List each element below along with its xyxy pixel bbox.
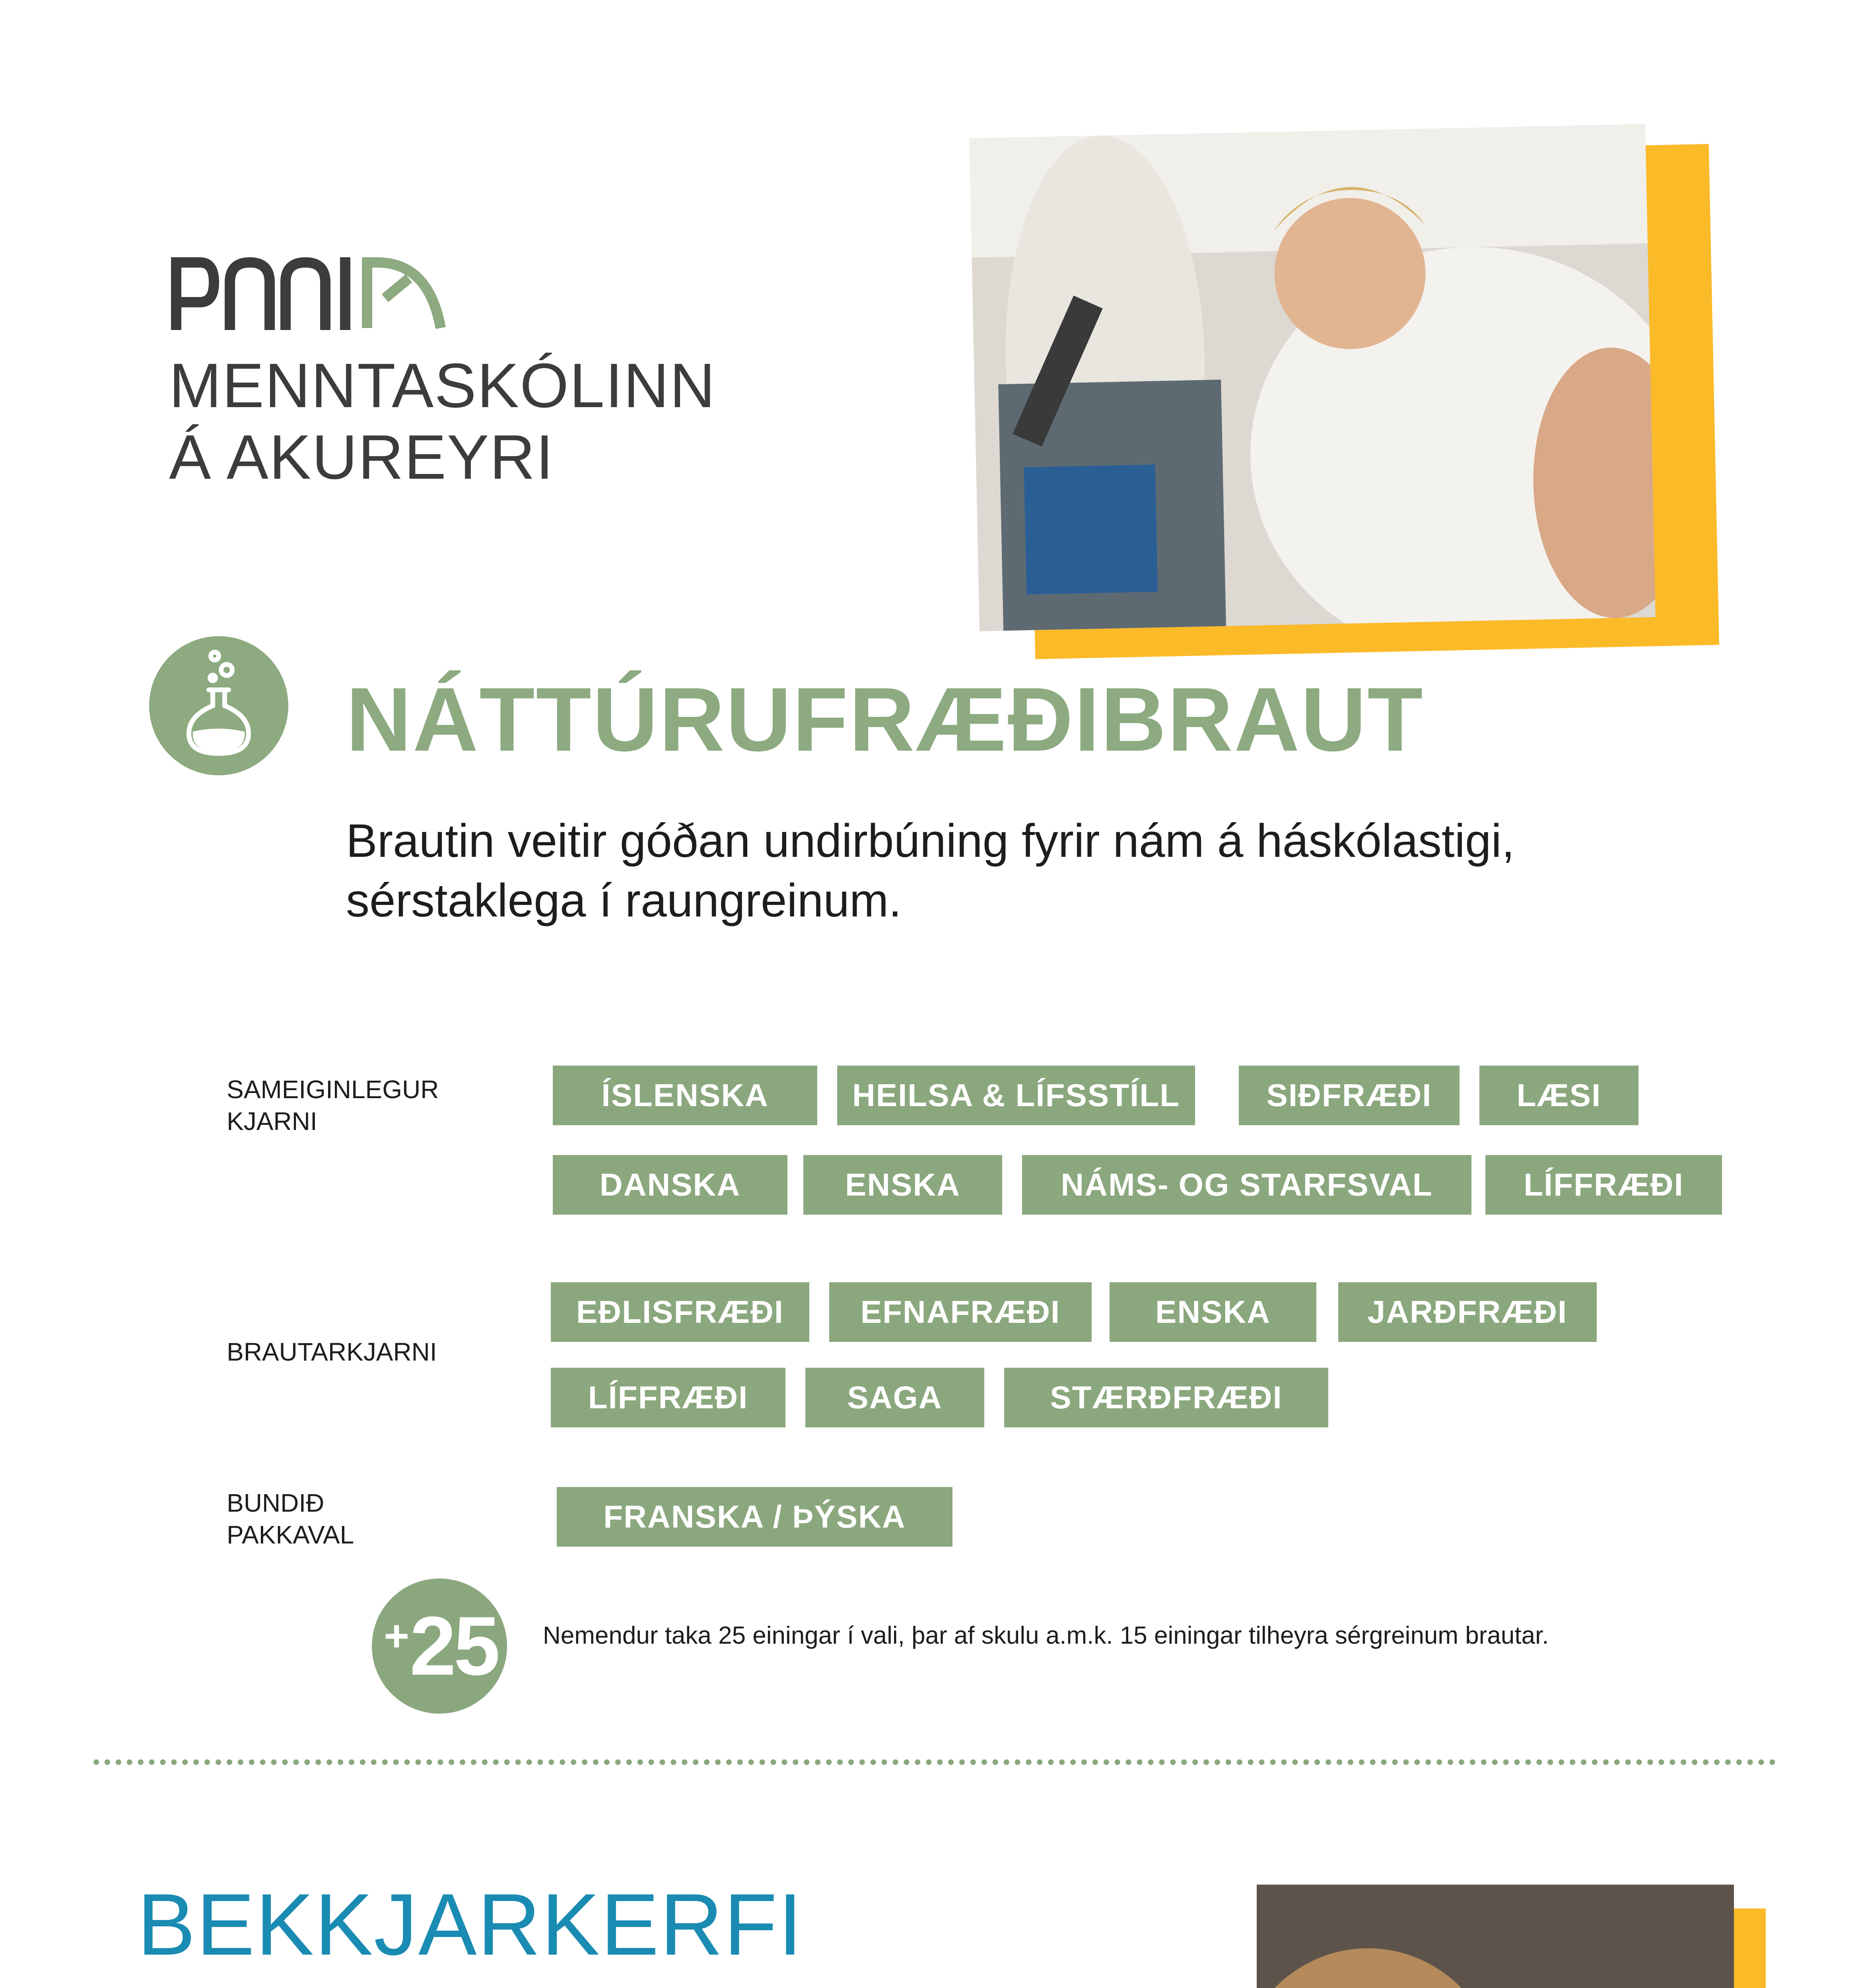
- core-label-line1: SAMEIGINLEGUR: [227, 1075, 439, 1104]
- course-tag: STÆRÐFRÆÐI: [1004, 1368, 1328, 1427]
- package-label: [227, 1487, 354, 1551]
- core-label: [227, 1074, 439, 1137]
- students-photo-illustration: [1257, 1885, 1734, 1988]
- program-description: Brautin veitir góðan undirbúning fyrir nám á háskólastigi, sérstaklega í raungreinum.: [346, 815, 1515, 927]
- package-label-line2: PAKKAVAL: [227, 1520, 354, 1549]
- program-title: NÁTTÚRUFRÆÐIBRAUT: [346, 669, 1424, 770]
- core-label-line2: KJARNI: [227, 1107, 317, 1136]
- course-tag: LÆSI: [1479, 1066, 1638, 1125]
- package-label-line1: BUNDIÐ: [227, 1489, 325, 1517]
- course-tag: SAGA: [805, 1368, 984, 1427]
- course-tag: EÐLISFRÆÐI: [551, 1282, 809, 1342]
- students-photo: [1257, 1885, 1734, 1988]
- school-logo-icon: [170, 254, 449, 330]
- lab-photo: [969, 124, 1656, 631]
- electives-plus: +: [384, 1611, 410, 1660]
- course-tag: EFNAFRÆÐI: [829, 1282, 1092, 1342]
- course-tag: NÁMS- OG STARFSVAL: [1022, 1155, 1471, 1215]
- electives-badge: [372, 1578, 507, 1714]
- course-tag: SIÐFRÆÐI: [1239, 1066, 1460, 1125]
- course-tag: HEILSA & LÍFSSTÍLL: [837, 1066, 1195, 1125]
- course-tag: LÍFFRÆÐI: [1485, 1155, 1722, 1215]
- course-tag: DANSKA: [553, 1155, 787, 1215]
- course-tag: JARÐFRÆÐI: [1338, 1282, 1597, 1342]
- course-tag: FRANSKA / ÞÝSKA: [557, 1487, 952, 1547]
- flask-icon: [149, 636, 288, 775]
- course-tag: ENSKA: [803, 1155, 1002, 1215]
- school-name-line2: Á AKUREYRI: [169, 422, 554, 492]
- section-divider: [93, 1759, 1776, 1765]
- school-name: [169, 350, 716, 493]
- course-tag: LÍFFRÆÐI: [551, 1368, 785, 1427]
- course-tag: ENSKA: [1110, 1282, 1316, 1342]
- track-core-label: BRAUTARKJARNI: [227, 1338, 437, 1366]
- class-system-title: BEKKJARKERFI: [137, 1875, 803, 1973]
- electives-note: Nemendur taka 25 einingar í vali, þar af skulu a.m.k. 15 einingar tilheyra sérgreinum brautar.: [543, 1622, 1549, 1649]
- lab-photo-illustration: [969, 124, 1656, 631]
- school-name-line1: MENNTASKÓLINN: [169, 351, 716, 421]
- electives-number: 25: [410, 1599, 498, 1693]
- course-tag: ÍSLENSKA: [553, 1066, 817, 1125]
- flask-badge: [149, 636, 288, 775]
